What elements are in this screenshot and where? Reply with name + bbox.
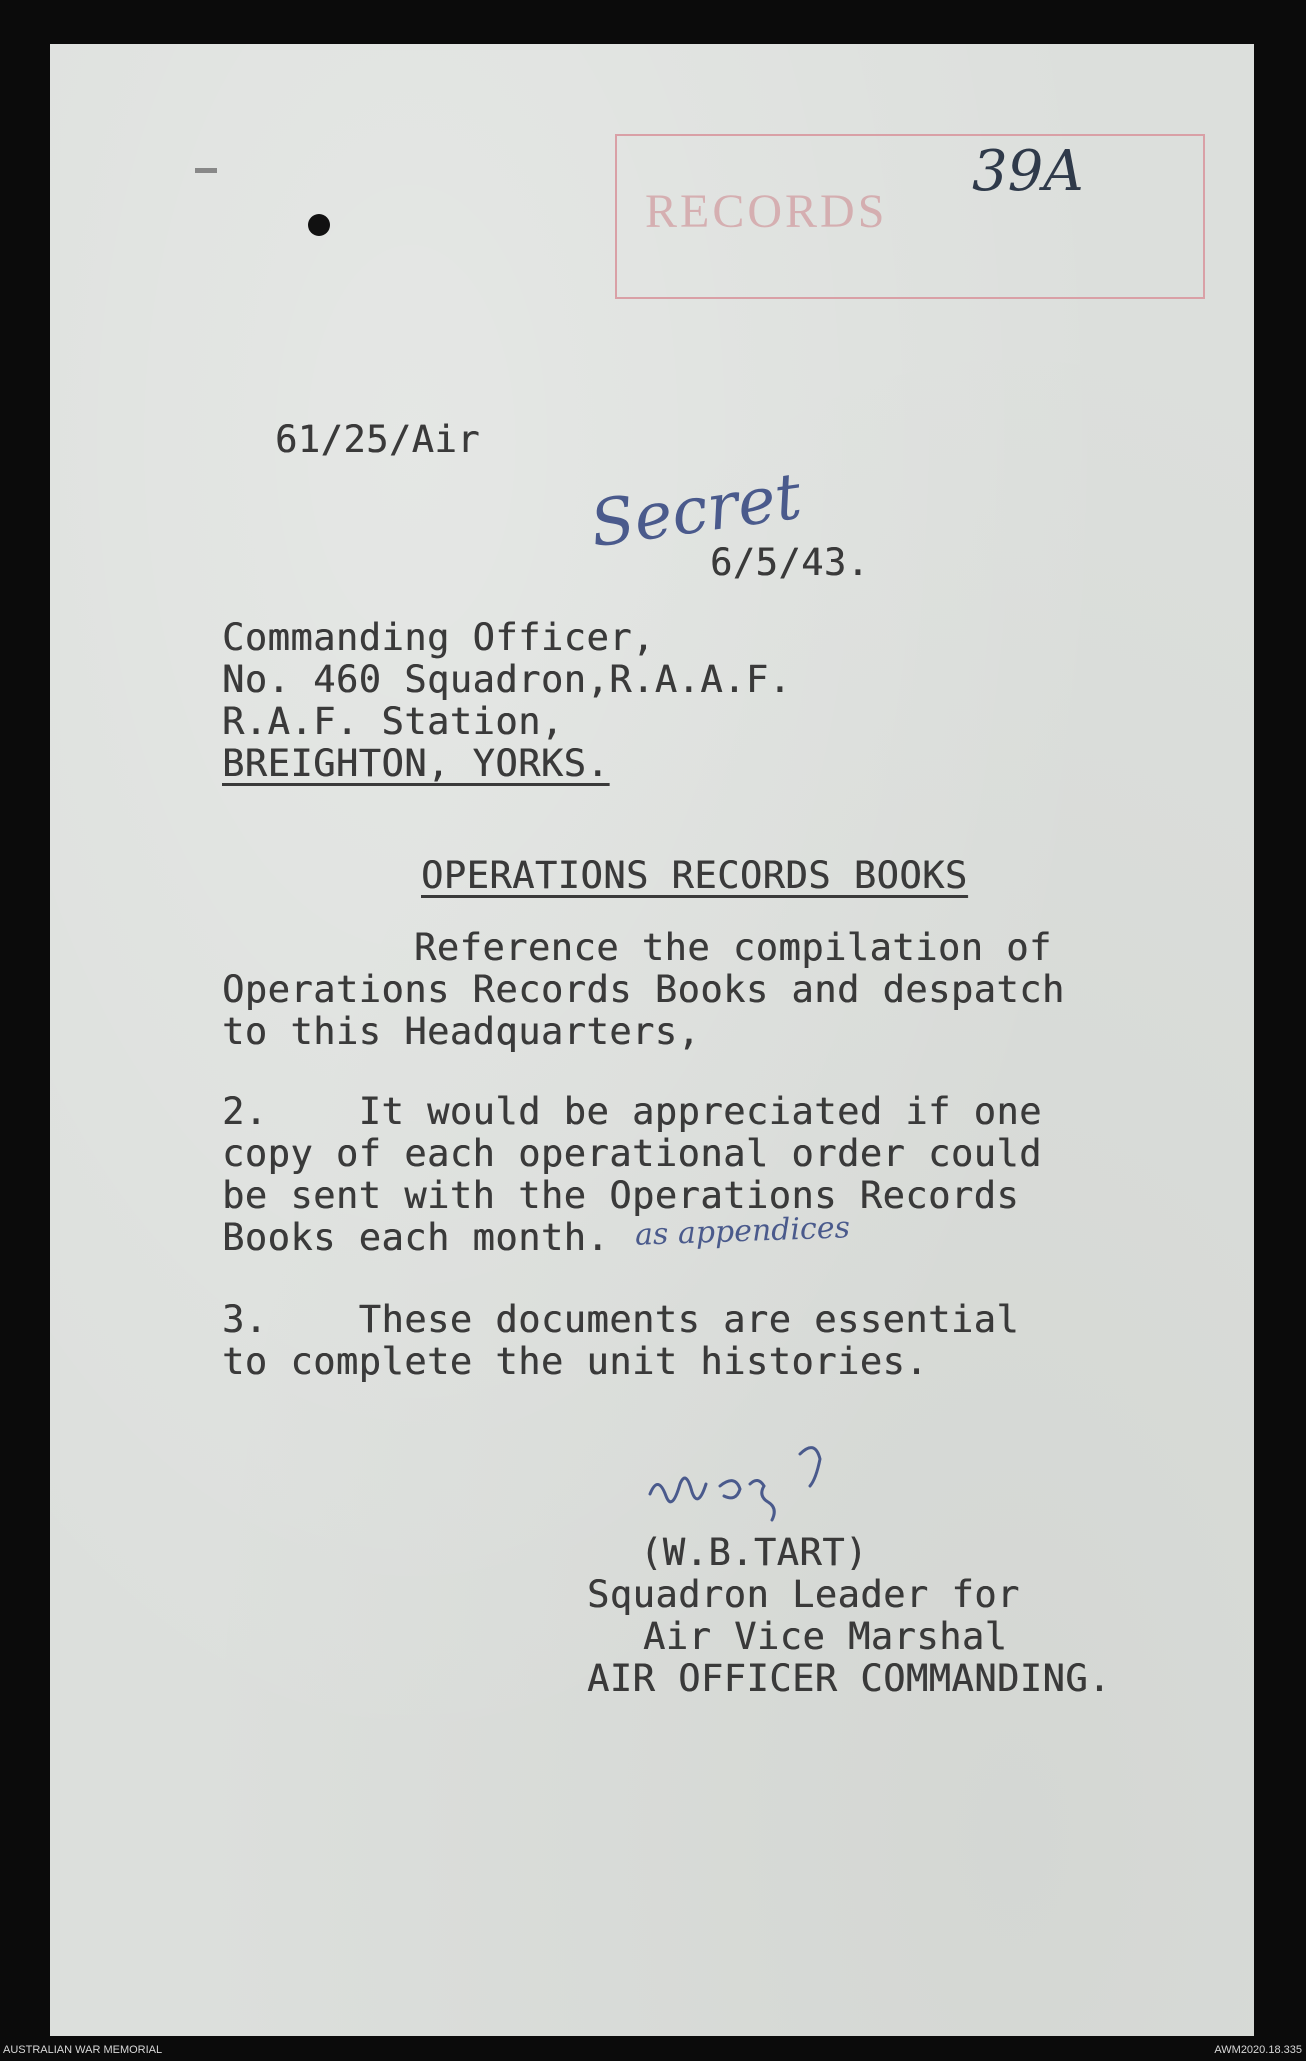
folio-number: 39A [972, 139, 1084, 204]
classification-handwritten: Secret [585, 459, 806, 563]
paper-mark [195, 168, 217, 173]
para2-line-2: copy of each operational order could [222, 1132, 1042, 1175]
para2-line-3: be sent with the Operations Records [222, 1174, 1020, 1217]
para2-line-1: 2. It would be appreciated if one [222, 1090, 1042, 1133]
para1-line-3: to this Headquarters, [222, 1010, 701, 1053]
punch-hole [308, 214, 330, 236]
handwritten-signature [640, 1424, 860, 1534]
records-stamp [615, 134, 1205, 299]
para3-line-1: 3. These documents are essential [222, 1298, 1020, 1341]
signatory-name: (W.B.TART) [640, 1531, 868, 1574]
signatory-title-1: Squadron Leader for [587, 1573, 1020, 1616]
signatory-title-2: Air Vice Marshal [643, 1615, 1008, 1658]
stamp-text: RECORDS [645, 185, 888, 238]
addressee-line-3: R.A.F. Station, [222, 700, 564, 743]
para1-line-2: Operations Records Books and despatch [222, 968, 1065, 1011]
para1-line-1: Reference the compilation of [414, 926, 1052, 969]
footer-accession: AWM2020.18.335 [1214, 2044, 1302, 2056]
reference-number: 61/25/Air [275, 418, 480, 461]
para2-line-4: Books each month. [222, 1216, 610, 1259]
addressee-line-2: No. 460 Squadron,R.A.A.F. [222, 658, 792, 701]
letter-date: 6/5/43. [710, 541, 870, 584]
document-page [50, 44, 1254, 2036]
signatory-title-3: AIR OFFICER COMMANDING. [587, 1657, 1111, 1700]
para2-handwritten-note: as appendices [634, 1210, 851, 1253]
addressee-line-1: Commanding Officer, [222, 616, 655, 659]
footer-institution: AUSTRALIAN WAR MEMORIAL [3, 2044, 163, 2056]
para3-line-2: to complete the unit histories. [222, 1340, 929, 1383]
addressee-line-4: BREIGHTON, YORKS. [222, 742, 610, 785]
subject-heading: OPERATIONS RECORDS BOOKS [421, 854, 968, 897]
